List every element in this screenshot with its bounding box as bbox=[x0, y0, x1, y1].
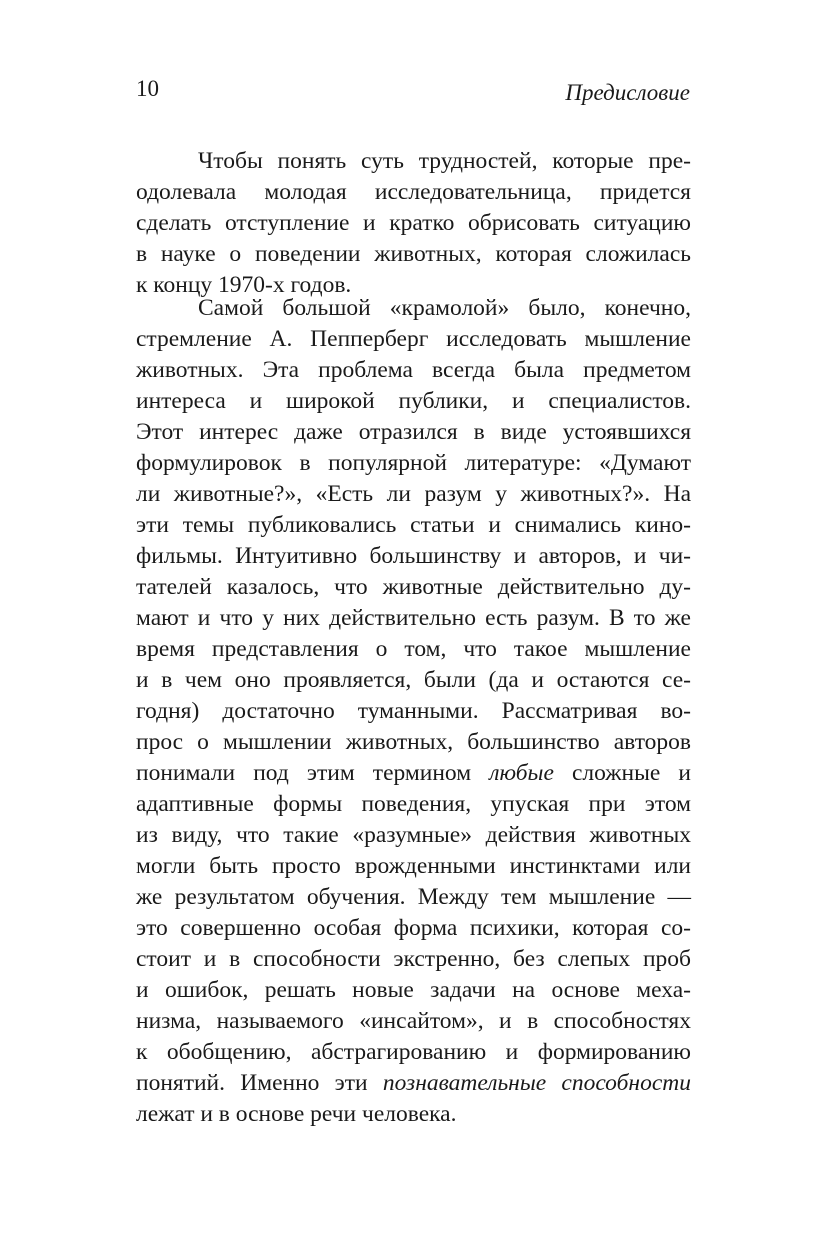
text-line: время представления о том, что такое мышление bbox=[136, 636, 691, 662]
text-line: сделать отступление и кратко обрисовать ситуацию bbox=[136, 210, 691, 236]
text-line: лежат и в основе речи человека. bbox=[136, 1101, 457, 1127]
text-line: эти темы публиковались статьи и снимались кино- bbox=[136, 512, 691, 538]
page-number: 10 bbox=[136, 76, 159, 101]
text-line: и в чем оно проявляется, были (да и остаются се- bbox=[136, 667, 691, 693]
text-line: стоит и в способности экстренно, без слепых проб bbox=[136, 946, 691, 972]
text-line: адаптивные формы поведения, упуская при этом bbox=[136, 791, 691, 817]
text-line: Самой большой «крамолой» было, конечно, bbox=[198, 295, 691, 321]
text-line: в науке о поведении животных, которая сложилась bbox=[136, 241, 691, 267]
text-line: к концу 1970-х годов. bbox=[136, 272, 352, 298]
text-line: и ошибок, решать новые задачи на основе меха- bbox=[136, 977, 691, 1003]
text-line: к обобщению, абстрагированию и формированию bbox=[136, 1039, 691, 1065]
text-line: животных. Эта проблема всегда была предметом bbox=[136, 357, 691, 383]
text-line: мают и что у них действительно есть разум. В то же bbox=[136, 605, 691, 631]
text-line: тателей казалось, что животные действительно ду- bbox=[136, 574, 691, 600]
text-line: стремление А. Пепперберг исследовать мышление bbox=[136, 326, 691, 352]
text-line: понимали под этим термином любые сложные и bbox=[136, 760, 691, 786]
running-title: Предисловие bbox=[565, 80, 690, 105]
text-line: одолевала молодая исследовательница, придется bbox=[136, 179, 691, 205]
text-line: могли быть просто врожденными инстинктами или bbox=[136, 853, 691, 879]
text-line: фильмы. Интуитивно большинству и авторов, и чи- bbox=[136, 543, 691, 569]
italic-emphasis: любые bbox=[489, 760, 554, 786]
text-line: прос о мышлении животных, большинство авторов bbox=[136, 729, 691, 755]
text-line: Чтобы понять суть трудностей, которые пре- bbox=[198, 148, 691, 174]
text-line: интереса и широкой публики, и специалистов. bbox=[136, 388, 691, 414]
text-line: низма, называемого «инсайтом», и в способностях bbox=[136, 1008, 691, 1034]
text-line: же результатом обучения. Между тем мышление — bbox=[136, 884, 691, 910]
italic-emphasis: познавательные способности bbox=[382, 1070, 691, 1096]
text-line: понятий. Именно эти познавательные способности bbox=[136, 1070, 691, 1096]
text-line: Этот интерес даже отразился в виде устоявшихся bbox=[136, 419, 691, 445]
text-line: ли животные?», «Есть ли разум у животных?». На bbox=[136, 481, 691, 507]
text-line: из виду, что такие «разумные» действия животных bbox=[136, 822, 691, 848]
text-line: годня) достаточно туманными. Рассматривая во- bbox=[136, 698, 691, 724]
text-line: это совершенно особая форма психики, которая со- bbox=[136, 915, 691, 941]
text-line: формулировок в популярной литературе: «Думают bbox=[136, 450, 691, 476]
